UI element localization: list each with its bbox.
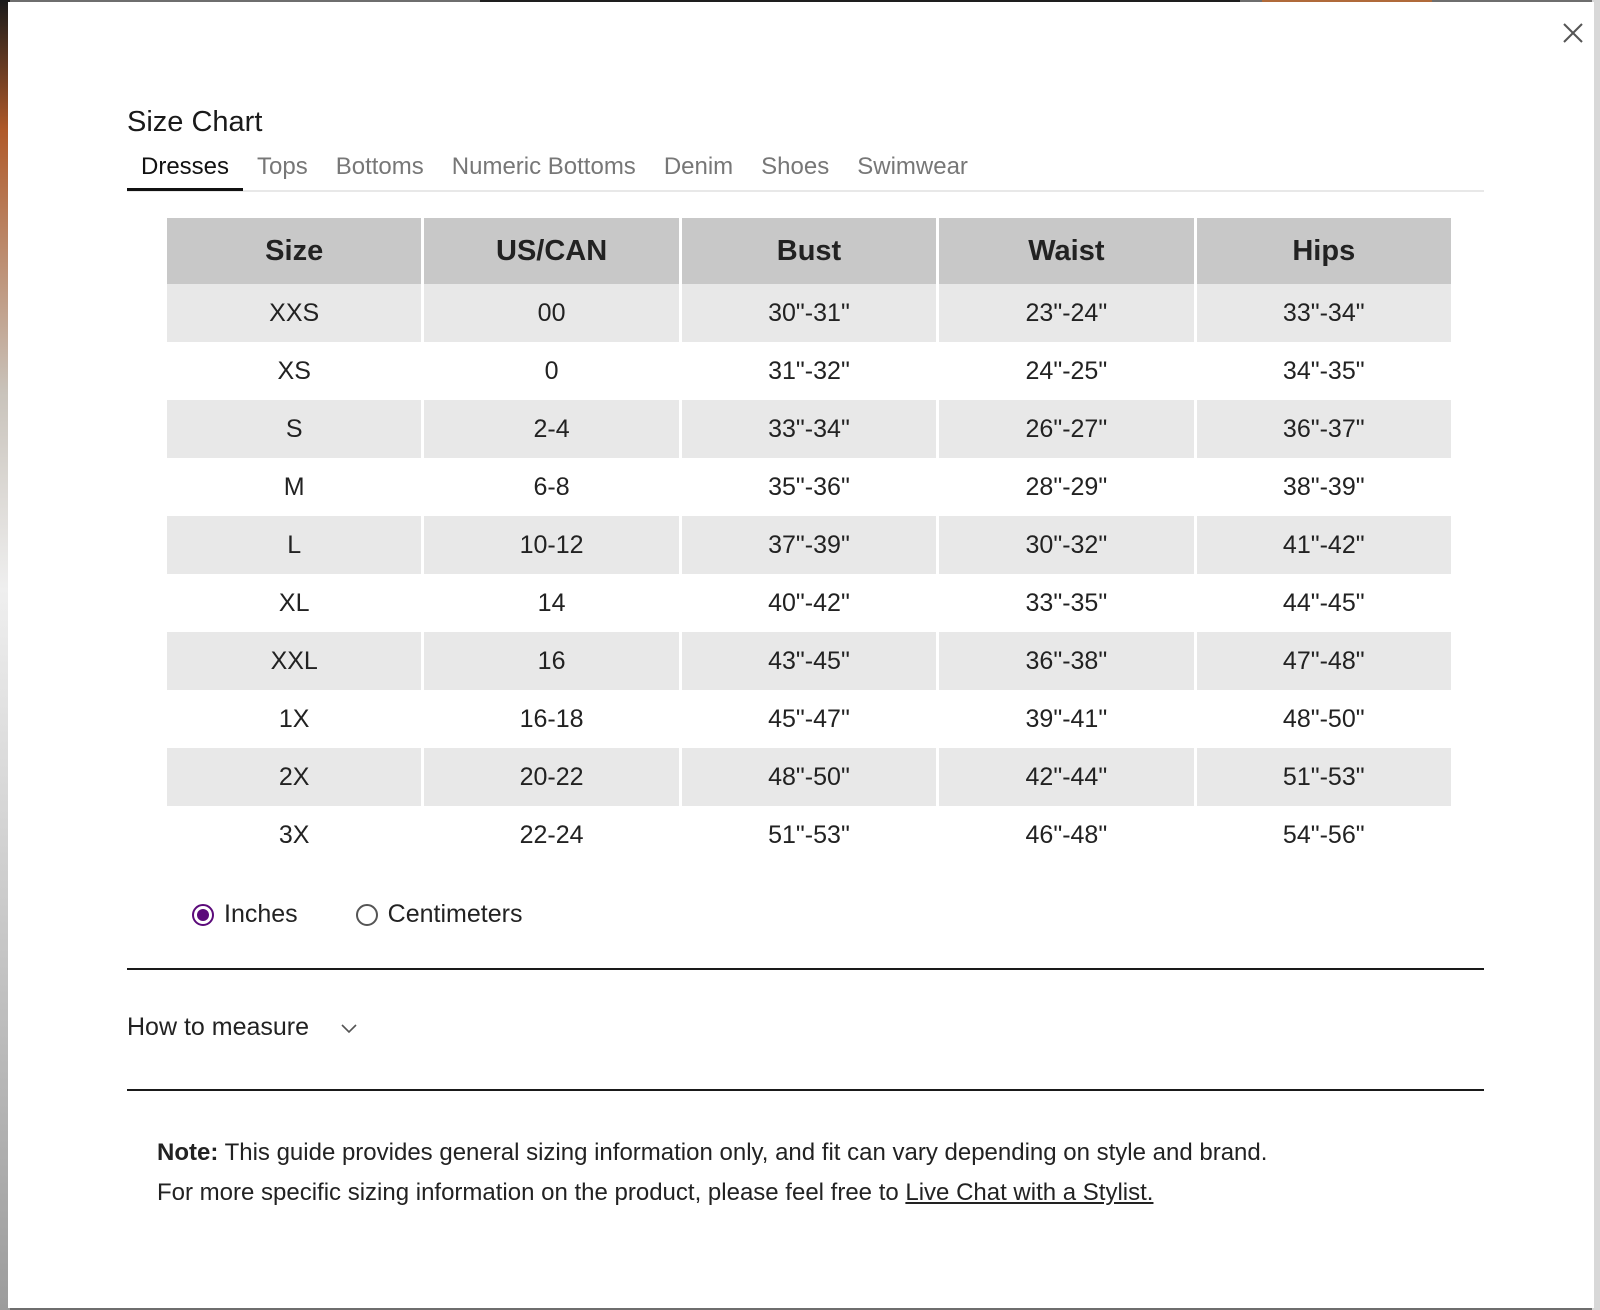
radio-inches[interactable] — [192, 904, 214, 926]
cell-bust: 40"-42" — [682, 574, 936, 632]
size-category-tabs — [127, 147, 1484, 192]
cell-us-can: 10-12 — [424, 516, 678, 574]
column-header-us-can: US/CAN — [424, 218, 678, 284]
table-row — [167, 284, 1451, 342]
cell-waist: 46"-48" — [939, 806, 1193, 864]
chevron-down-icon — [339, 1021, 359, 1035]
cell-us-can: 0 — [424, 342, 678, 400]
close-icon — [1556, 16, 1590, 50]
cell-us-can: 16-18 — [424, 690, 678, 748]
live-chat-link[interactable]: Live Chat with a Stylist. — [905, 1179, 1154, 1206]
column-header-hips: Hips — [1197, 218, 1451, 284]
table-row — [167, 458, 1451, 516]
cell-size: 2X — [167, 748, 421, 806]
cell-hips: 36"-37" — [1197, 400, 1451, 458]
unit-option-inches[interactable] — [192, 900, 298, 929]
table-row — [167, 400, 1451, 458]
table-row — [167, 748, 1451, 806]
cell-us-can: 6-8 — [424, 458, 678, 516]
cell-hips: 41"-42" — [1197, 516, 1451, 574]
cell-waist: 30"-32" — [939, 516, 1193, 574]
cell-hips: 48"-50" — [1197, 690, 1451, 748]
tab-shoes[interactable]: Shoes — [761, 153, 830, 180]
tab-dresses[interactable]: Dresses — [127, 147, 243, 191]
cell-us-can: 14 — [424, 574, 678, 632]
unit-selector — [192, 900, 580, 929]
cell-bust: 33"-34" — [682, 400, 936, 458]
sizing-note — [157, 1133, 1477, 1213]
note-line-1: This guide provides general sizing information only, and fit can vary depending on style and brand. — [218, 1139, 1268, 1166]
table-row — [167, 632, 1451, 690]
cell-hips: 33"-34" — [1197, 284, 1451, 342]
column-header-size: Size — [167, 218, 421, 284]
cell-size: XXL — [167, 632, 421, 690]
cell-size: 1X — [167, 690, 421, 748]
column-header-waist: Waist — [939, 218, 1193, 284]
cell-waist: 39"-41" — [939, 690, 1193, 748]
radio-centimeters[interactable] — [356, 904, 378, 926]
tab-numeric-bottoms[interactable]: Numeric Bottoms — [451, 153, 636, 180]
size-chart-modal — [8, 2, 1594, 1308]
cell-bust: 48"-50" — [682, 748, 936, 806]
cell-bust: 45"-47" — [682, 690, 936, 748]
tab-denim[interactable]: Denim — [663, 153, 734, 180]
unit-option-centimeters[interactable] — [356, 900, 523, 929]
cell-size: S — [167, 400, 421, 458]
cell-waist: 26"-27" — [939, 400, 1193, 458]
cell-hips: 47"-48" — [1197, 632, 1451, 690]
cell-hips: 38"-39" — [1197, 458, 1451, 516]
cell-size: XXS — [167, 284, 421, 342]
divider — [127, 1089, 1484, 1091]
cell-bust: 31"-32" — [682, 342, 936, 400]
cell-us-can: 22-24 — [424, 806, 678, 864]
cell-waist: 33"-35" — [939, 574, 1193, 632]
cell-hips: 54"-56" — [1197, 806, 1451, 864]
cell-size: L — [167, 516, 421, 574]
table-row — [167, 342, 1451, 400]
cell-us-can: 16 — [424, 632, 678, 690]
cell-size: M — [167, 458, 421, 516]
tab-tops[interactable]: Tops — [257, 153, 308, 180]
close-button[interactable] — [1556, 16, 1590, 50]
table-header-row — [167, 218, 1451, 284]
cell-hips: 44"-45" — [1197, 574, 1451, 632]
modal-title: Size Chart — [127, 106, 263, 138]
cell-waist: 24"-25" — [939, 342, 1193, 400]
table-row — [167, 690, 1451, 748]
cell-size: XL — [167, 574, 421, 632]
table-row — [167, 574, 1451, 632]
column-header-bust: Bust — [682, 218, 936, 284]
tab-swimwear[interactable]: Swimwear — [857, 153, 968, 180]
cell-hips: 34"-35" — [1197, 342, 1451, 400]
cell-size: XS — [167, 342, 421, 400]
cell-waist: 23"-24" — [939, 284, 1193, 342]
table-row — [167, 516, 1451, 574]
cell-bust: 43"-45" — [682, 632, 936, 690]
note-prefix: Note: — [157, 1139, 219, 1166]
table-row — [167, 806, 1451, 864]
how-to-measure-toggle[interactable] — [127, 1013, 359, 1042]
radio-label-inches: Inches — [224, 900, 298, 928]
size-table — [164, 218, 1454, 864]
cell-bust: 51"-53" — [682, 806, 936, 864]
cell-bust: 37"-39" — [682, 516, 936, 574]
cell-waist: 42"-44" — [939, 748, 1193, 806]
cell-waist: 36"-38" — [939, 632, 1193, 690]
cell-us-can: 2-4 — [424, 400, 678, 458]
note-line-2: For more specific sizing information on the product, please feel free to — [157, 1179, 906, 1206]
tab-bottoms[interactable]: Bottoms — [335, 153, 424, 180]
cell-us-can: 20-22 — [424, 748, 678, 806]
cell-size: 3X — [167, 806, 421, 864]
cell-bust: 30"-31" — [682, 284, 936, 342]
cell-hips: 51"-53" — [1197, 748, 1451, 806]
divider — [127, 968, 1484, 970]
how-to-measure-label: How to measure — [127, 1013, 310, 1041]
cell-bust: 35"-36" — [682, 458, 936, 516]
cell-waist: 28"-29" — [939, 458, 1193, 516]
radio-label-centimeters: Centimeters — [387, 900, 523, 928]
cell-us-can: 00 — [424, 284, 678, 342]
